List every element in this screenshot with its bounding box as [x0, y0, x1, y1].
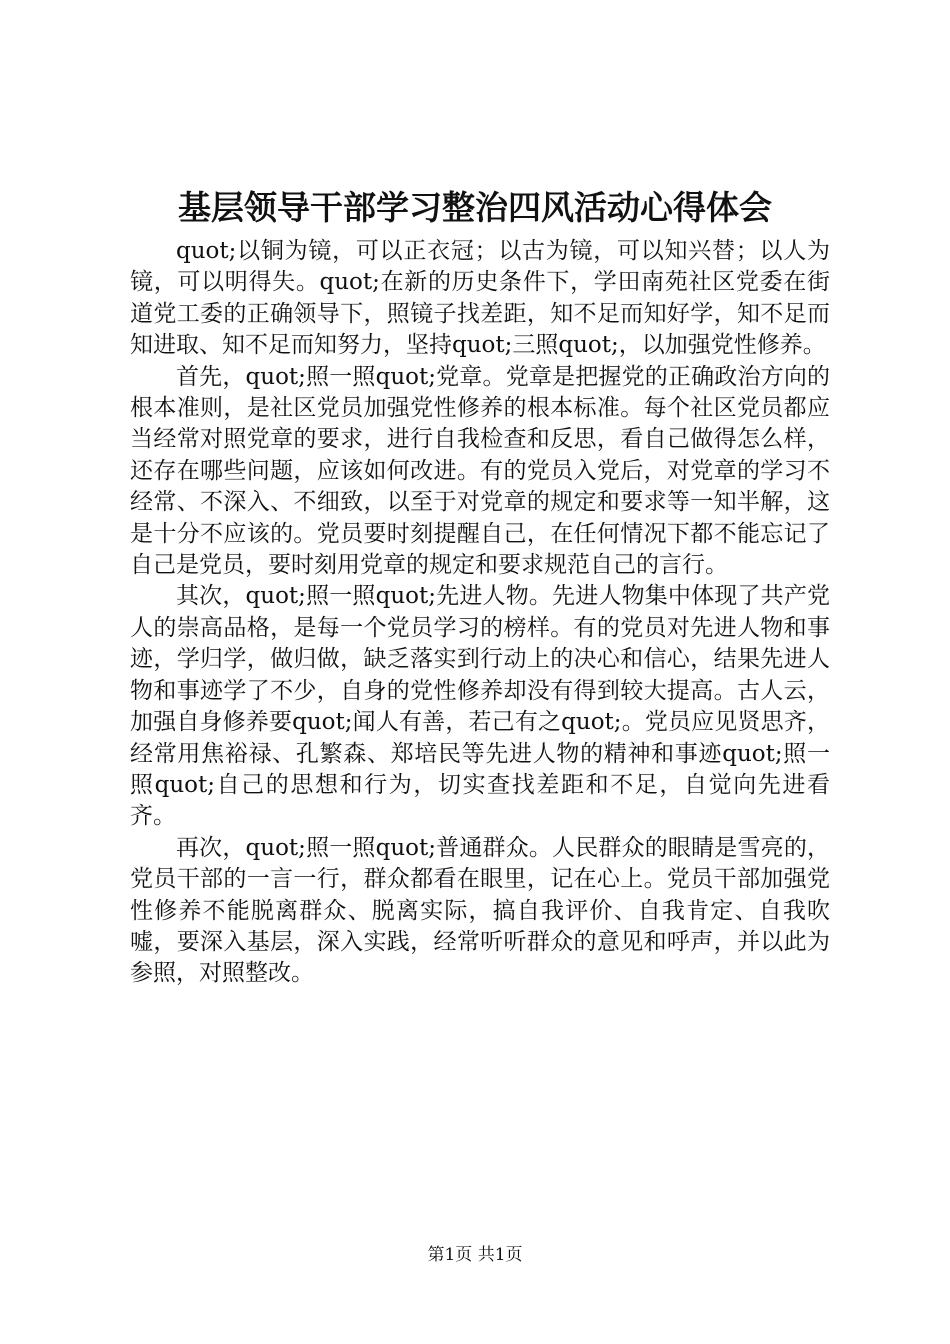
paragraph-second: 其次，quot;照一照quot;先进人物。先进人物集中体现了共产党人的崇高品格，是每一个党员学习的榜样。有的党员对先进人物和事迹，学归学，做归做，缺乏落实到行动上的决心和信心，结果先进人物和事迹学了不少，自身的党性修养却没有得到较大提高。古人云，加强自身修养要quot;闻人有善，若己有之quot;。党员应见贤思齐，经常用焦裕禄、孔繁森、郑培民等先进人物的精神和事迹quot;照一照quot;自己的思想和行为，切实查找差距和不足，自觉向先进看齐。 [130, 583, 830, 830]
document-body [130, 236, 830, 990]
paragraph-third: 再次，quot;照一照quot;普通群众。人民群众的眼睛是雪亮的，党员干部的一言一行，群众都看在眼里，记在心上。党员干部加强党性修养不能脱离群众、脱离实际，搞自我评价、自我肯定、自我吹嘘，要深入基层，深入实践，经常听听群众的意见和呼声，并以此为参照，对照整改。 [130, 834, 830, 987]
page-number-footer: 第1页 共1页 [427, 1245, 523, 1265]
document-title: 基层领导干部学习整治四风活动心得体会 [178, 188, 772, 227]
paragraph-intro: quot;以铜为镜，可以正衣冠；以古为镜，可以知兴替；以人为镜，可以明得失。quot;在新的历史条件下，学田南苑社区党委在街道党工委的正确领导下，照镜子找差距，知不足而知好学，知不足而知进取、知不足而知努力，坚持quot;三照quot;，以加强党性修养。 [130, 238, 830, 359]
paragraph-first: 首先，quot;照一照quot;党章。党章是把握党的正确政治方向的根本准则，是社区党员加强党性修养的根本标准。每个社区党员都应当经常对照党章的要求，进行自我检查和反思，看自己做得怎么样，还存在哪些问题，应该如何改进。有的党员入党后，对党章的学习不经常、不深入、不细致，以至于对党章的规定和要求等一知半解，这是十分不应该的。党员要时刻提醒自己，在任何情况下都不能忘记了自己是党员，要时刻用党章的规定和要求规范自己的言行。 [130, 363, 830, 579]
